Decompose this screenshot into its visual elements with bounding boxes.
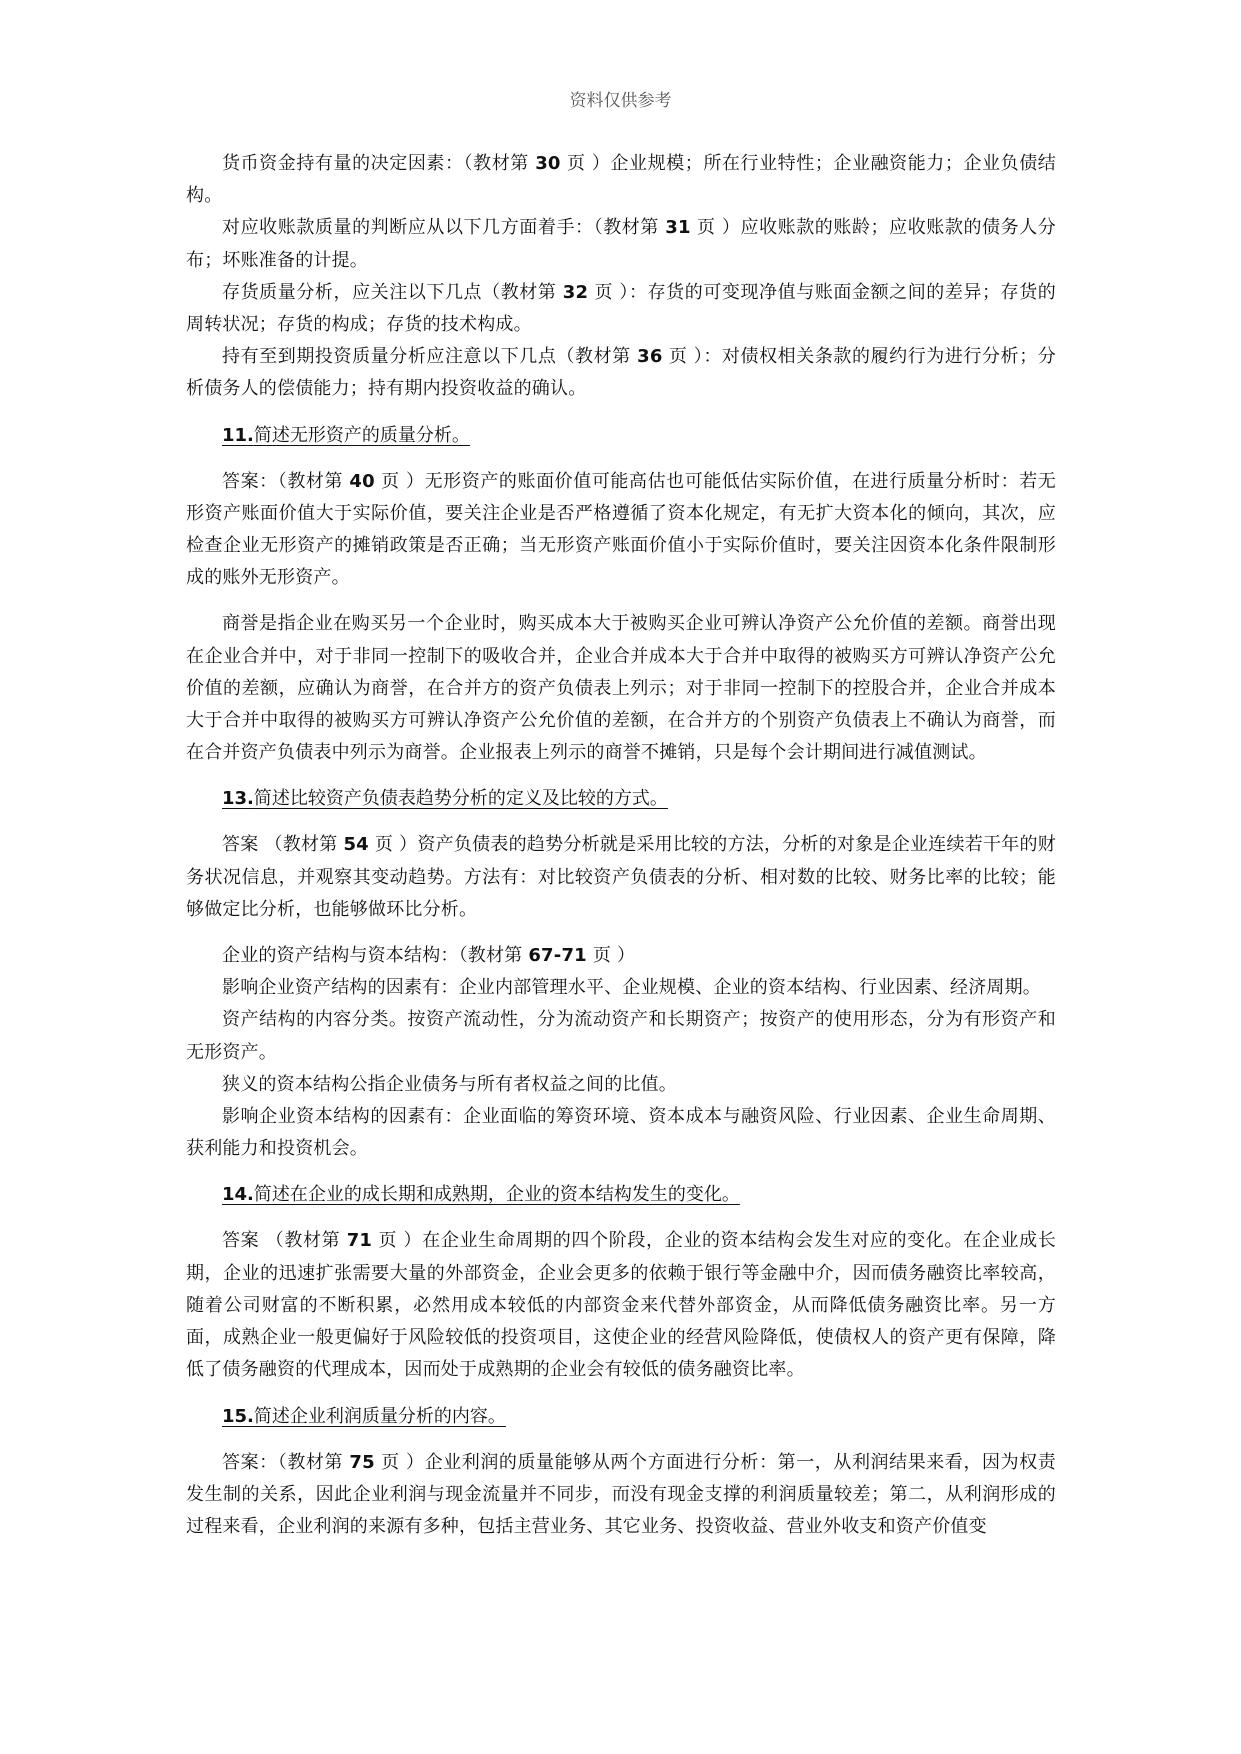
page-number: 67-71 <box>528 945 587 967</box>
heading-text: 简述在企业的成长期和成熟期，企业的资本结构发生的变化。 <box>253 1184 740 1206</box>
paragraph-asset-structure-classification: 资产结构的内容分类。按资产流动性，分为流动资产和长期资产；按资产的使用形态，分为有形资产和无形资产。 <box>186 1009 1056 1063</box>
page-number: 32 <box>562 281 589 303</box>
paragraph-asset-structure-factors: 影响企业资产结构的因素有：企业内部管理水平、企业规模、企业的资本结构、行业因素、经济周期。 <box>222 977 1041 999</box>
heading-question-13 <box>186 783 1056 815</box>
paragraph-capital-structure-definition: 狭义的资本结构公指企业债务与所有者权益之间的比值。 <box>222 1073 677 1095</box>
paragraph-answer-14: 答案 （教材第 71 页 ）在企业生命周期的四个阶段，企业的资本结构会发生对应的变化。在企业成长期，企业的迅速扩张需要大量的外部资金，企业会更多的依赖于银行等金融中介，因而债务融资比率较高，随着公司财富的不断积累，必然用成本较低的内部资金来代替外部资金，从而降低债务融资比率。另一方面，成熟企业一般更偏好于风险较低的投资项目，这使企业的经营风险降低，使债权人的资产更有保障，降低了债务融资的代理成本，因而处于成熟期的企业会有较低的债务融资比率。 <box>186 1230 1056 1381</box>
paragraph-answer-15: 答案：（教材第 75 页 ）企业利润的质量能够从两个方面进行分析：第一，从利润结果来看，因为权责发生制的关系，因此企业利润与现金流量并不同步，而没有现金支撑的利润质量较差；第二，从利润形成的过程来看，企业利润的来源有多种，包括主营业务、其它业务、投资收益、营业外收支和资产价值变 <box>186 1451 1056 1537</box>
heading-question-15 <box>186 1401 1056 1433</box>
heading-text: 简述企业利润质量分析的内容。 <box>253 1405 506 1427</box>
document-body <box>186 148 1056 1543</box>
paragraph-receivables: 对应收账款质量的判断应从以下几方面着手：（教材第 31 页 ）应收账款的账龄；应收账款的债务人分布；坏账准备的计提。 <box>186 217 1056 271</box>
page-number: 75 <box>349 1451 375 1473</box>
heading-question-11 <box>186 420 1056 452</box>
heading-number: 14. <box>222 1184 254 1206</box>
paragraph-inventory: 存货质量分析，应关注以下几点（教材第 32 页 ）：存货的可变现净值与账面金额之间的差异；存货的周转状况；存货的构成；存货的技术构成。 <box>186 281 1056 336</box>
page-number: 40 <box>349 470 375 492</box>
page-number: 31 <box>665 217 691 239</box>
paragraph-cash-factors: 货币资金持有量的决定因素：（教材第 30 页 ）企业规模；所在行业特性；企业融资能力；企业负债结构。 <box>186 153 1056 207</box>
page-number: 71 <box>346 1230 373 1252</box>
heading-text: 简述无形资产的质量分析。 <box>253 424 470 446</box>
heading-question-14 <box>186 1179 1056 1211</box>
paragraph-answer-11: 答案：（教材第 40 页 ）无形资产的账面价值可能高估也可能低估实际价值，在进行质量分析时：若无形资产账面价值大于实际价值，要关注企业是否严格遵循了资本化规定，有无扩大资本化的倾向，其次，应检查企业无形资产的摊销政策是否正确；当无形资产账面价值小于实际价值时，要关注因资本化条件限制形成的账外无形资产。 <box>186 470 1056 589</box>
heading-number: 13. <box>222 788 254 810</box>
paragraph-goodwill: 商誉是指企业在购买另一个企业时，购买成本大于被购买企业可辨认净资产公允价值的差额。商誉出现在企业合并中，对于非同一控制下的吸收合并，企业合并成本大于合并中取得的被购买方可辨认净资产公允价值的差额，应确认为商誉，在合并方的资产负债表上列示；对于非同一控制下的控股合并，企业合并成本大于合并中取得的被购买方可辨认净资产公允价值的差额，在合并方的个别资产负债表上不确认为商誉，而在合并资产负债表中列示为商誉。企业报表上列示的商誉不摊销，只是每个会计期间进行减值测试。 <box>186 613 1056 764</box>
heading-number: 11. <box>222 424 254 446</box>
heading-text: 简述比较资产负债表趋势分析的定义及比较的方式。 <box>253 788 668 810</box>
paragraph-asset-capital-structure: 企业的资产结构与资本结构：（教材第 67-71 页 ） <box>222 945 636 967</box>
page-header: 资料仅供参考 <box>569 91 672 111</box>
heading-number: 15. <box>222 1405 254 1427</box>
page-number: 54 <box>343 834 369 856</box>
paragraph-capital-structure-factors: 影响企业资本结构的因素有：企业面临的筹资环境、资本成本与融资风险、行业因素、企业生命周期、获利能力和投资机会。 <box>186 1106 1056 1160</box>
page-number: 30 <box>535 153 561 174</box>
paragraph-answer-13: 答案 （教材第 54 页 ）资产负债表的趋势分析就是采用比较的方法，分析的对象是企业连续若干年的财务状况信息，并观察其变动趋势。方法有：对比较资产负债表的分析、相对数的比较、财务比率的比较；能够做定比分析，也能够做环比分析。 <box>186 834 1056 920</box>
paragraph-held-to-maturity: 持有至到期投资质量分析应注意以下几点（教材第 36 页 ）：对债权相关条款的履约行为进行分析；分析债务人的偿债能力；持有期内投资收益的确认。 <box>186 346 1056 400</box>
page-number: 36 <box>637 346 663 368</box>
